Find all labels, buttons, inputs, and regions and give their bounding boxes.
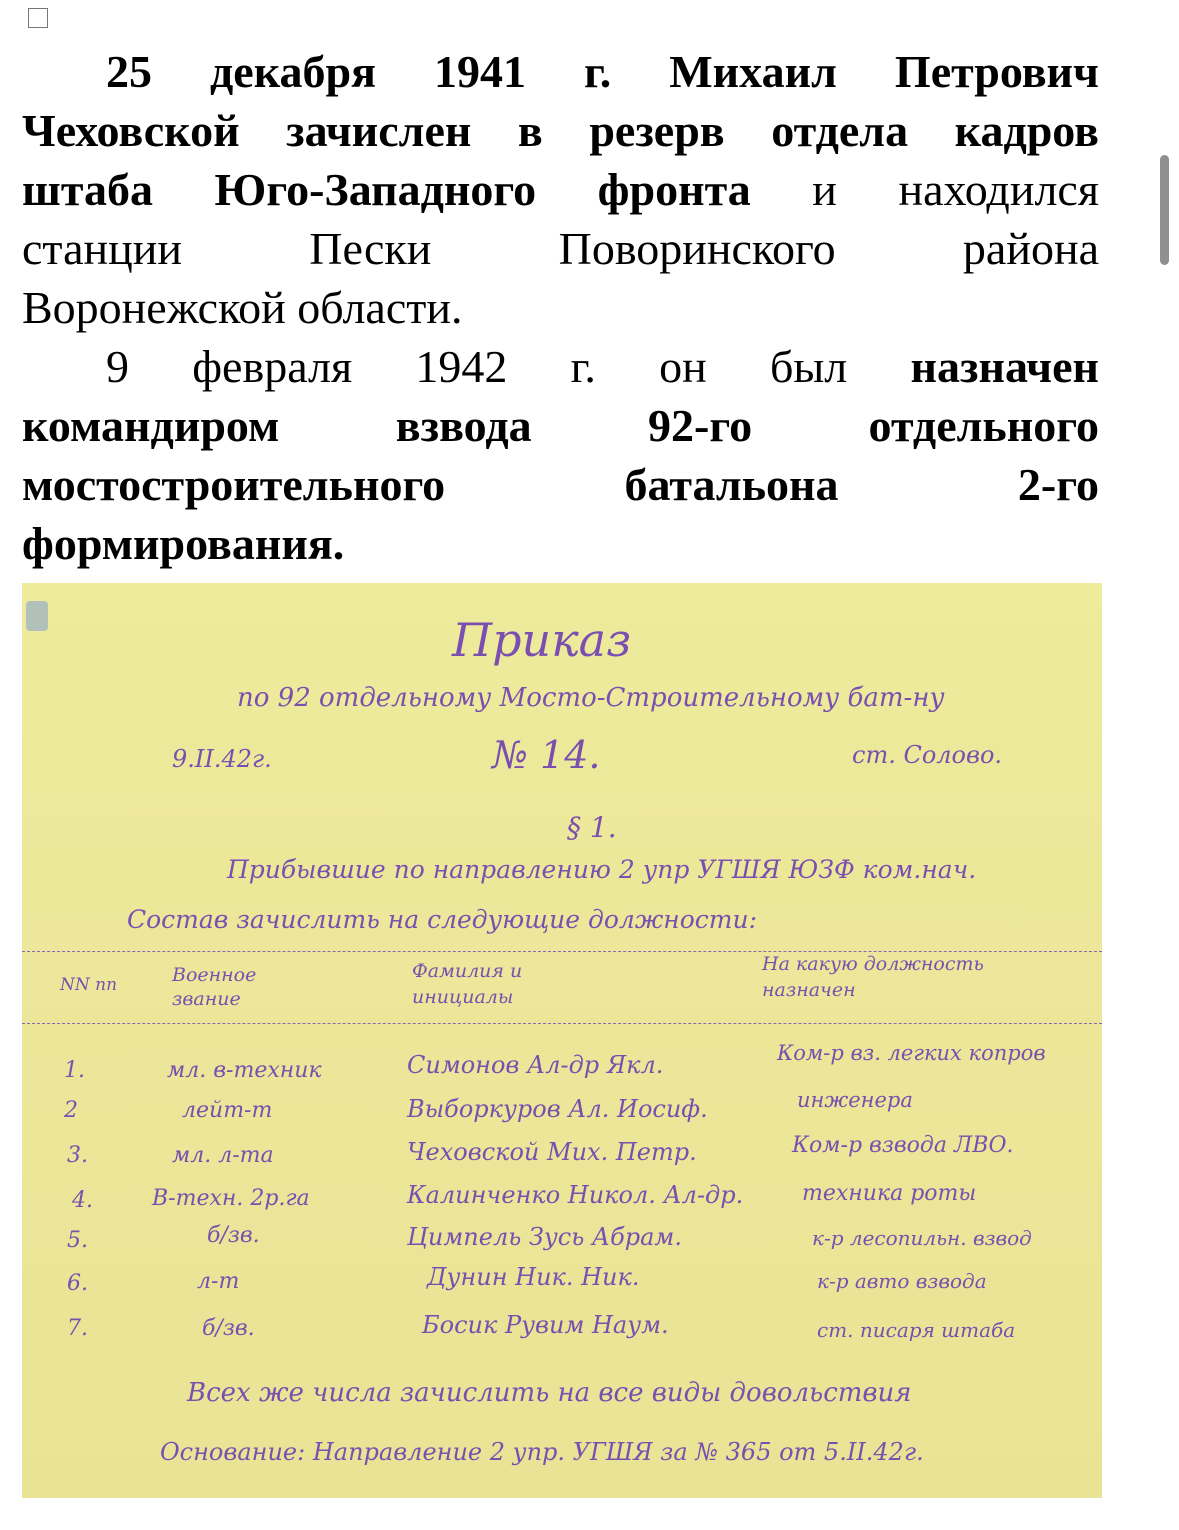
row-position: Ком-р взвода ЛВО.: [792, 1133, 1014, 1158]
row-rank: мл. в-техник: [167, 1058, 322, 1083]
p1-line3-rest: и находился: [750, 164, 1099, 215]
p2-line4: [22, 514, 1099, 573]
p2-line1-bold: назначен: [910, 341, 1099, 392]
archival-document-image: [22, 583, 1102, 1498]
p2-line2: [22, 396, 1099, 455]
doc-title: Приказ: [452, 613, 632, 667]
p2-line1-regular: 9 февраля 1942 г. он был: [106, 341, 911, 392]
p1-line4: [22, 219, 1099, 278]
row-name: Чеховской Мих. Петр.: [407, 1138, 697, 1166]
checkbox[interactable]: [28, 8, 48, 28]
row-num: 2: [64, 1098, 78, 1123]
doc-intro-line1: Прибывшие по направлению 2 упр УГШЯ ЮЗФ ком.нач.: [227, 855, 977, 884]
row-num: 4.: [72, 1188, 93, 1213]
row-position: к-р лесопильн. взвод: [812, 1226, 1032, 1250]
p2-line3-text: мостостроительного батальона 2-го: [22, 459, 1099, 510]
p1-line2-text: Чеховской зачислен в резерв отдела кадров: [22, 105, 1099, 156]
row-num: 3.: [67, 1143, 88, 1168]
header-name: Фамилия и инициалы: [412, 960, 523, 1008]
p1-line5-text: Воронежской области.: [22, 282, 463, 333]
p2-line3: [22, 455, 1099, 514]
table-header-rule: [22, 1023, 1102, 1024]
doc-section: § 1.: [567, 811, 617, 844]
doc-number: № 14.: [492, 733, 601, 777]
header-num: NN пп: [60, 975, 118, 995]
article-text: [22, 42, 1099, 573]
row-name: Выборкуров Ал. Иосиф.: [407, 1095, 708, 1123]
p1-line2: [22, 101, 1099, 160]
p2-line2-text: командиром взвода 92-го отдельного: [22, 400, 1099, 451]
p1-line4-text: станции Пески Поворинского района: [22, 223, 1099, 274]
row-position: Ком-р вз. легких копров: [777, 1041, 1046, 1065]
row-rank: В-техн. 2р.га: [152, 1186, 310, 1211]
doc-footer-line1: Всех же числа зачислить на все виды довольствия: [187, 1378, 912, 1408]
doc-location: ст. Солово.: [852, 741, 1003, 769]
doc-intro-line2: Состав зачислить на следующие должности:: [127, 905, 758, 934]
row-num: 7.: [67, 1316, 88, 1341]
scrollbar[interactable]: [1160, 155, 1169, 265]
row-position: к-р авто взвода: [817, 1269, 987, 1293]
p2-line1: [22, 337, 1099, 396]
row-position: ст. писаря штаба: [817, 1318, 1016, 1342]
doc-date: 9.II.42г.: [172, 745, 272, 773]
row-name: Калинченко Никол. Ал-др.: [407, 1181, 744, 1209]
row-rank: лейт-т: [182, 1098, 273, 1123]
row-num: 6.: [67, 1271, 88, 1296]
p1-line1-text: 25 декабря 1941 г. Михаил Петрович: [106, 46, 1099, 97]
doc-subtitle: по 92 отдельному Мосто-Строительному бат-ну: [237, 683, 945, 713]
row-position: инженера: [797, 1088, 913, 1112]
p2-line4-text: формирования.: [22, 518, 345, 569]
row-name: Дунин Ник. Ник.: [427, 1263, 640, 1291]
row-num: 5.: [67, 1228, 88, 1253]
row-rank: б/зв.: [202, 1316, 255, 1341]
row-name: Цимпель Зусь Абрам.: [407, 1223, 682, 1251]
row-name: Симонов Ал-др Якл.: [407, 1051, 664, 1079]
row-num: 1.: [64, 1058, 85, 1083]
doc-footer-line2: Основание: Направление 2 упр. УГШЯ за № 365 от 5.II.42г.: [160, 1438, 924, 1466]
row-rank: л-т: [197, 1269, 240, 1294]
header-rank: Военное звание: [172, 964, 257, 1010]
header-position: На какую должность назначен: [762, 953, 984, 1001]
p1-line3-bold: штаба Юго-Западного фронта: [22, 164, 751, 215]
p1-line1: [22, 42, 1099, 101]
p1-line3: [22, 160, 1099, 219]
row-position: техника роты: [802, 1181, 977, 1206]
row-rank: мл. л-та: [172, 1143, 274, 1168]
paper-stain: [26, 601, 48, 631]
p1-line5: [22, 278, 1099, 337]
row-rank: б/зв.: [207, 1223, 260, 1248]
row-name: Босик Рувим Наум.: [422, 1311, 669, 1339]
